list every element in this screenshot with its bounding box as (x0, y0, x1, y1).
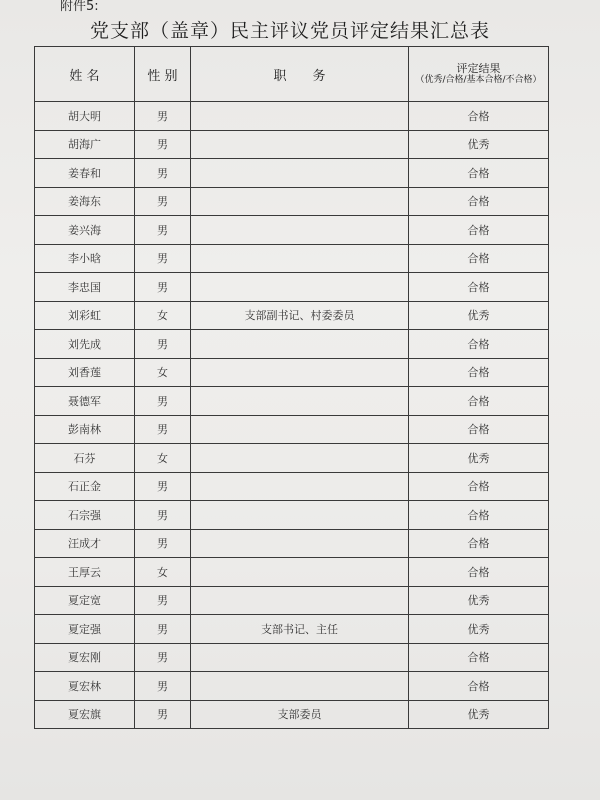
table-row (35, 358, 549, 387)
table-row (35, 130, 549, 159)
member-result-cell: 优秀 (409, 586, 549, 615)
table-row (35, 301, 549, 330)
member-result-cell: 合格 (409, 358, 549, 387)
member-sex-cell: 男 (135, 216, 191, 245)
member-position-cell: 支部副书记、村委委员 (191, 301, 409, 330)
member-name-cell: 刘彩虹 (35, 301, 135, 330)
page-title: 党支部（盖章）民主评议党员评定结果汇总表 (89, 20, 490, 42)
member-result-cell: 合格 (409, 415, 549, 444)
table-row (35, 586, 549, 615)
member-result-cell: 优秀 (409, 444, 549, 473)
member-name-cell: 王厚云 (35, 558, 135, 587)
member-result-cell: 合格 (409, 643, 549, 672)
member-name-cell: 石芬 (35, 444, 135, 473)
member-result-cell: 合格 (409, 159, 549, 188)
member-sex-cell: 女 (135, 558, 191, 587)
member-position-cell (191, 187, 409, 216)
member-position-cell (191, 102, 409, 131)
table-body (35, 102, 549, 729)
member-name-cell: 彭南林 (35, 415, 135, 444)
member-result-cell: 合格 (409, 501, 549, 530)
member-sex-cell: 男 (135, 187, 191, 216)
member-result-cell: 合格 (409, 216, 549, 245)
member-name-cell: 夏宏林 (35, 672, 135, 701)
member-position-cell (191, 501, 409, 530)
member-result-cell: 合格 (409, 330, 549, 359)
member-name-cell: 刘先成 (35, 330, 135, 359)
member-name-cell: 聂德军 (35, 387, 135, 416)
evaluation-table-wrapper (34, 46, 548, 729)
table-row (35, 273, 549, 302)
member-name-cell: 夏定宽 (35, 586, 135, 615)
member-position-cell (191, 643, 409, 672)
table-row (35, 159, 549, 188)
member-position-cell (191, 672, 409, 701)
member-name-cell: 刘香莲 (35, 358, 135, 387)
member-sex-cell: 男 (135, 700, 191, 729)
member-sex-cell: 男 (135, 387, 191, 416)
member-result-cell: 合格 (409, 672, 549, 701)
table-row (35, 415, 549, 444)
member-sex-cell: 男 (135, 273, 191, 302)
table-row (35, 216, 549, 245)
member-position-cell (191, 529, 409, 558)
member-sex-cell: 男 (135, 643, 191, 672)
header-sex: 性 别 (135, 47, 191, 102)
member-result-cell: 合格 (409, 529, 549, 558)
header-result (409, 47, 549, 102)
member-sex-cell: 男 (135, 615, 191, 644)
member-sex-cell: 男 (135, 330, 191, 359)
member-sex-cell: 男 (135, 672, 191, 701)
table-row (35, 444, 549, 473)
member-name-cell: 夏宏刚 (35, 643, 135, 672)
member-name-cell: 石宗强 (35, 501, 135, 530)
member-result-cell: 优秀 (409, 700, 549, 729)
table-row (35, 700, 549, 729)
member-name-cell: 姜兴海 (35, 216, 135, 245)
member-result-cell: 优秀 (409, 615, 549, 644)
header-position: 职 务 (191, 47, 409, 102)
member-name-cell: 胡海广 (35, 130, 135, 159)
member-sex-cell: 男 (135, 415, 191, 444)
member-name-cell: 石正金 (35, 472, 135, 501)
member-name-cell: 李忠国 (35, 273, 135, 302)
table-row (35, 472, 549, 501)
member-position-cell (191, 415, 409, 444)
member-position-cell (191, 216, 409, 245)
member-sex-cell: 男 (135, 244, 191, 273)
table-row (35, 387, 549, 416)
table-header-row (35, 47, 549, 102)
annex-label: 附件5: (60, 0, 99, 14)
member-position-cell (191, 130, 409, 159)
member-position-cell (191, 273, 409, 302)
member-position-cell (191, 387, 409, 416)
member-name-cell: 夏定强 (35, 615, 135, 644)
member-position-cell: 支部书记、主任 (191, 615, 409, 644)
member-position-cell (191, 330, 409, 359)
member-result-cell: 合格 (409, 558, 549, 587)
table-row (35, 102, 549, 131)
table-row (35, 643, 549, 672)
member-sex-cell: 男 (135, 159, 191, 188)
member-result-cell: 合格 (409, 273, 549, 302)
member-position-cell (191, 444, 409, 473)
member-sex-cell: 女 (135, 301, 191, 330)
member-sex-cell: 男 (135, 529, 191, 558)
member-sex-cell: 男 (135, 472, 191, 501)
member-result-cell: 优秀 (409, 130, 549, 159)
member-result-cell: 优秀 (409, 301, 549, 330)
member-sex-cell: 男 (135, 130, 191, 159)
member-position-cell (191, 159, 409, 188)
member-name-cell: 胡大明 (35, 102, 135, 131)
member-sex-cell: 男 (135, 501, 191, 530)
member-sex-cell: 女 (135, 358, 191, 387)
table-row (35, 244, 549, 273)
member-sex-cell: 女 (135, 444, 191, 473)
member-result-cell: 合格 (409, 244, 549, 273)
member-position-cell (191, 244, 409, 273)
table-row (35, 558, 549, 587)
member-position-cell (191, 358, 409, 387)
member-result-cell: 合格 (409, 472, 549, 501)
member-name-cell: 汪成才 (35, 529, 135, 558)
header-name: 姓 名 (35, 47, 135, 102)
member-result-cell: 合格 (409, 187, 549, 216)
member-name-cell: 姜春和 (35, 159, 135, 188)
table-row (35, 330, 549, 359)
table-row (35, 529, 549, 558)
header-result-label: 评定结果 (456, 62, 501, 75)
member-name-cell: 李小晗 (35, 244, 135, 273)
member-result-cell: 合格 (409, 387, 549, 416)
table-row (35, 672, 549, 701)
evaluation-table (34, 46, 549, 729)
table-row (35, 187, 549, 216)
member-sex-cell: 男 (135, 102, 191, 131)
member-position-cell (191, 472, 409, 501)
table-row (35, 501, 549, 530)
member-position-cell (191, 586, 409, 615)
member-name-cell: 姜海东 (35, 187, 135, 216)
member-position-cell (191, 558, 409, 587)
table-row (35, 615, 549, 644)
member-position-cell: 支部委员 (191, 700, 409, 729)
header-result-note: （优秀/合格/基本合格/不合格） (415, 75, 542, 85)
member-sex-cell: 男 (135, 586, 191, 615)
member-name-cell: 夏宏旗 (35, 700, 135, 729)
member-result-cell: 合格 (409, 102, 549, 131)
